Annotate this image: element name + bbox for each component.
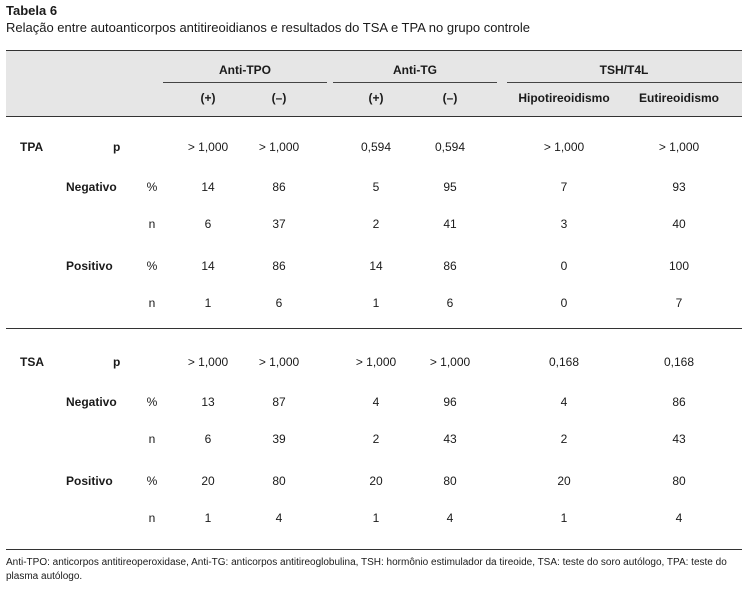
data-cell: 80 bbox=[672, 474, 686, 488]
data-cell: 41 bbox=[443, 217, 457, 231]
data-cell: 86 bbox=[672, 395, 686, 409]
data-cell: 1 bbox=[372, 511, 380, 525]
data-cell: 0 bbox=[560, 296, 568, 310]
tsh-t4l-underline bbox=[507, 82, 742, 83]
column-subheader: Eutireoidismo bbox=[638, 91, 720, 105]
data-cell: 95 bbox=[443, 180, 457, 194]
data-cell: 13 bbox=[201, 395, 215, 409]
row-unit: % bbox=[146, 474, 158, 488]
p-value-cell: > 1,000 bbox=[543, 140, 585, 154]
table-subtitle: Relação entre autoanticorpos antitireoidianos e resultados do TSA e TPA no grupo controle bbox=[6, 20, 530, 35]
data-cell: 86 bbox=[272, 180, 286, 194]
p-value-cell: > 1,000 bbox=[658, 140, 700, 154]
p-label: p bbox=[113, 355, 121, 369]
data-cell: 14 bbox=[201, 259, 215, 273]
row-unit: n bbox=[148, 511, 156, 525]
anti-tpo-underline bbox=[163, 82, 327, 83]
data-cell: 37 bbox=[272, 217, 286, 231]
section-label: TSA bbox=[20, 355, 44, 369]
data-cell: 1 bbox=[372, 296, 380, 310]
data-cell: 2 bbox=[372, 217, 380, 231]
p-value-cell: 0,594 bbox=[434, 140, 466, 154]
column-subheader: Hipotireoidismo bbox=[518, 91, 610, 105]
p-value-cell: 0,594 bbox=[360, 140, 392, 154]
data-cell: 80 bbox=[443, 474, 457, 488]
data-cell: 4 bbox=[372, 395, 380, 409]
column-subheader: (+) bbox=[200, 91, 216, 105]
column-group-header: Anti-TPO bbox=[219, 63, 271, 77]
row-unit: n bbox=[148, 217, 156, 231]
table-footnote: Anti-TPO: anticorpos antitireoperoxidase, Anti-TG: anticorpos antitireoglobulina, TSH: hormônio estimulador da tireoide, TSA: teste do soro autólogo, TPA: teste do plasma autólogo. bbox=[6, 557, 727, 582]
data-cell: 4 bbox=[446, 511, 454, 525]
p-value-cell: > 1,000 bbox=[258, 355, 300, 369]
p-value-cell: > 1,000 bbox=[187, 140, 229, 154]
data-cell: 86 bbox=[272, 259, 286, 273]
data-cell: 86 bbox=[443, 259, 457, 273]
table-top-rule bbox=[6, 50, 742, 51]
row-unit: % bbox=[146, 259, 158, 273]
data-cell: 2 bbox=[372, 432, 380, 446]
p-value-cell: 0,168 bbox=[548, 355, 580, 369]
column-group-header: Anti-TG bbox=[393, 63, 437, 77]
data-cell: 43 bbox=[672, 432, 686, 446]
column-group-header: TSH/T4L bbox=[599, 63, 649, 77]
data-cell: 6 bbox=[275, 296, 283, 310]
section-label: TPA bbox=[20, 140, 44, 154]
data-cell: 100 bbox=[668, 259, 690, 273]
row-group-label: Positivo bbox=[66, 474, 113, 488]
data-cell: 1 bbox=[204, 511, 212, 525]
p-value-cell: > 1,000 bbox=[355, 355, 397, 369]
data-cell: 96 bbox=[443, 395, 457, 409]
header-bottom-rule bbox=[6, 116, 742, 117]
p-value-cell: > 1,000 bbox=[258, 140, 300, 154]
table-title: Tabela 6 bbox=[6, 3, 58, 18]
data-cell: 20 bbox=[557, 474, 571, 488]
data-cell: 6 bbox=[204, 432, 212, 446]
data-cell: 40 bbox=[672, 217, 686, 231]
table-bottom-rule bbox=[6, 549, 742, 550]
p-label: p bbox=[113, 140, 121, 154]
data-cell: 5 bbox=[372, 180, 380, 194]
anti-tg-underline bbox=[333, 82, 497, 83]
data-cell: 2 bbox=[560, 432, 568, 446]
row-unit: n bbox=[148, 432, 156, 446]
column-subheader: (+) bbox=[368, 91, 384, 105]
data-cell: 3 bbox=[560, 217, 568, 231]
row-unit: % bbox=[146, 395, 158, 409]
p-value-cell: > 1,000 bbox=[429, 355, 471, 369]
column-subheader: (–) bbox=[271, 91, 287, 105]
data-cell: 93 bbox=[672, 180, 686, 194]
row-unit: n bbox=[148, 296, 156, 310]
row-unit: % bbox=[146, 180, 158, 194]
row-group-label: Negativo bbox=[66, 180, 117, 194]
data-cell: 39 bbox=[272, 432, 286, 446]
data-cell: 7 bbox=[675, 296, 683, 310]
data-cell: 4 bbox=[275, 511, 283, 525]
data-cell: 20 bbox=[201, 474, 215, 488]
p-value-cell: > 1,000 bbox=[187, 355, 229, 369]
data-cell: 6 bbox=[204, 217, 212, 231]
data-cell: 1 bbox=[560, 511, 568, 525]
data-cell: 4 bbox=[560, 395, 568, 409]
data-cell: 4 bbox=[675, 511, 683, 525]
table-header-background bbox=[6, 50, 742, 116]
data-cell: 14 bbox=[201, 180, 215, 194]
row-group-label: Positivo bbox=[66, 259, 113, 273]
data-cell: 20 bbox=[369, 474, 383, 488]
data-cell: 43 bbox=[443, 432, 457, 446]
data-cell: 14 bbox=[369, 259, 383, 273]
data-cell: 1 bbox=[204, 296, 212, 310]
data-cell: 7 bbox=[560, 180, 568, 194]
data-cell: 6 bbox=[446, 296, 454, 310]
column-subheader: (–) bbox=[442, 91, 458, 105]
section-divider-rule bbox=[6, 328, 742, 329]
p-value-cell: 0,168 bbox=[663, 355, 695, 369]
data-cell: 87 bbox=[272, 395, 286, 409]
row-group-label: Negativo bbox=[66, 395, 117, 409]
data-cell: 0 bbox=[560, 259, 568, 273]
data-cell: 80 bbox=[272, 474, 286, 488]
